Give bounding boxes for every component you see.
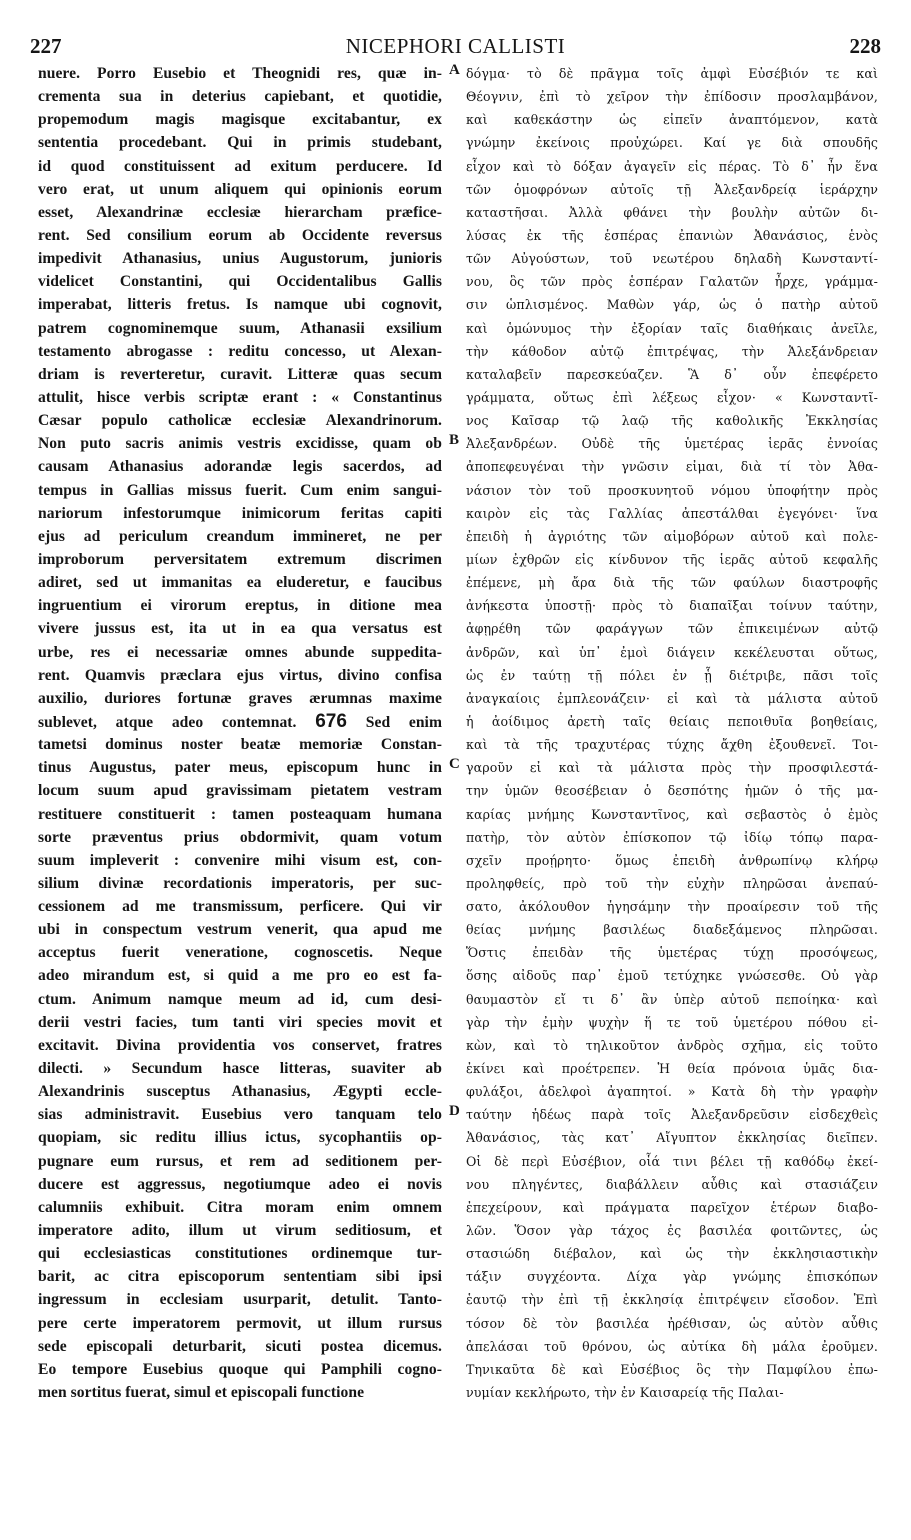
- latin-line: sorte præventus prius obdormivit, quam votum: [38, 828, 442, 846]
- latin-line: tametsi dominus noster beatæ memoriæ Constan-: [38, 736, 442, 754]
- latin-line: tinus Augustus, pater meus, episcopum hunc in: [38, 759, 442, 777]
- latin-line: rent. Sed consilium eorum ab Occidente reversus: [38, 226, 442, 244]
- latin-line: propemodum magis magisque excitabantur, ex: [38, 111, 442, 129]
- latin-line: sede episcopali deturbarit, sicuti postea dicemus.: [38, 1337, 442, 1355]
- greek-line: κὼν, καὶ τὸ τηλικοῦτον ἀνδρὸς σχῆμα, εἰς τοῦτο: [466, 1037, 878, 1053]
- greek-line: εἶχον καὶ τὸ δόξαν ἀγαγεῖν εἰς πέρας. Τὸ δ᾽ ἦν ἕνα: [466, 158, 878, 174]
- greek-line: τάξιν συγχέοντα. Δίχα γὰρ γνώμης ἐπισκόπων: [466, 1269, 878, 1285]
- greek-line: την ὑμῶν θεοσέβειαν ὁ δεσπότης ἡμῶν ὁ τῆς μα-: [466, 783, 878, 799]
- latin-line: silium divinæ recordationis imperatoris, per suc-: [38, 874, 442, 892]
- latin-line: impedivit Athanasius, unius Augustorum, junioris: [38, 250, 442, 268]
- greek-line: ἀπελάσαι τοῦ θρόνου, ὡς αὐτίκα δὴ μάλα ἐροῦμεν.: [466, 1338, 878, 1354]
- greek-line: σατο, ἀκόλουθον ἡγησάμην τὴν προαίρεσιν τοῦ τῆς: [466, 899, 878, 915]
- latin-line: nariorum infestorumque inimicorum feritas capiti: [38, 504, 442, 522]
- greek-line: ἐπειδὴ ἡ ἀγριότης τῶν αἱμοβόρων αὐτοῦ καὶ πολε-: [466, 528, 878, 544]
- latin-line: id quod constituissent ad exitum perducere. Id: [38, 157, 442, 175]
- latin-line: adeo mirandum est, si quid a me pro eo est fa-: [38, 967, 442, 985]
- latin-column: [38, 62, 442, 1404]
- latin-line: suum impleverit : convenire mihi visum est, con-: [38, 851, 442, 869]
- latin-line: videlicet Constantini, qui Occidentalibus Gallis: [38, 273, 442, 291]
- latin-line: ubi in conspectum vestrum venerit, qua apud me: [38, 921, 442, 939]
- original-page-number: 676: [315, 710, 348, 732]
- greek-line: Ὅστις ἐπειδὰν τῆς ὑμετέρας τύχῃ προσόψεως,: [466, 945, 878, 961]
- greek-line: καὶ τὰ τῆς τραχυτέρας τύχης ἄχθη ἐξουθενεῖ. Τοι-: [466, 737, 878, 753]
- latin-line: Cæsar populo catholicæ ecclesiæ Alexandrinorum.: [38, 412, 442, 430]
- latin-line: restituere constituerit : tamen posteaquam humana: [38, 805, 442, 823]
- greek-line: λῶν. Ὅσον γὰρ τάχος ἐς βασιλέα φοιτῶντες, ὡς: [466, 1223, 878, 1239]
- greek-line: τὴν κάθοδον αὐτῷ ἐπιτρέψας, τὴν Ἀλεξάνδρειαν: [466, 343, 878, 359]
- latin-line: nuere. Porro Eusebio et Theognidi res, quæ in-: [38, 65, 442, 82]
- greek-line: καταστῆσαι. Ἀλλὰ φθάνει τὴν βουλὴν αὐτῶν δι-: [466, 204, 878, 220]
- greek-line: προληφθείς, πρὸ τοῦ τὴν εὐχὴν πληρῶσαι ἀνεπαύ-: [466, 875, 878, 891]
- latin-line: men sortitus fuerat, simul et episcopali functione: [38, 1384, 365, 1402]
- latin-line: crementa sua in deterius capiebant, et quotidie,: [38, 88, 442, 106]
- latin-line: tempus in Gallias missus fuerit. Cum enim sangui-: [38, 481, 442, 499]
- latin-line: quopiam, sic reditu illius ictus, sycophantiis op-: [38, 1129, 442, 1147]
- latin-line: calumniis exhibuit. Citra moram enim omnem: [38, 1198, 442, 1216]
- latin-line: ingressum in ecclesiam usurparit, detulit. Tanto-: [38, 1291, 442, 1309]
- page-number-left: 227: [30, 34, 62, 58]
- latin-line: rent. Quamvis præclara ejus virtus, divino confisa: [38, 666, 442, 684]
- greek-line: νου πληγέντες, διαβάλλειν αὖθις καὶ στασιάζειν: [466, 1176, 878, 1192]
- greek-line: ἐκίνει καὶ προέτρεπεν. Ἡ θεία πρόνοια ὑμᾶς δια-: [466, 1061, 878, 1077]
- latin-line: pugnare eum rursus, et rem ad seditionem per-: [38, 1152, 442, 1170]
- latin-line: sententia procedebant. Qui in primis studebant,: [38, 134, 442, 152]
- greek-line: ἀναγκαίοις ἐμπλεονάζειν· εἰ καὶ τὰ μάλιστα αὐτοῦ: [466, 690, 878, 706]
- greek-line: θείας μνήμης βασιλέως διαδεξάμενος πληρῶσαι.: [466, 922, 878, 938]
- latin-line: Eo tempore Eusebius quoque qui Pamphili cogno-: [38, 1360, 442, 1378]
- greek-line: ὡς ἐν ταύτῃ τῇ πόλει ἐν ᾗ διέτριβε, πᾶσι τοῖς: [466, 667, 878, 683]
- latin-line: patrem cognominemque suum, Athanasii exsilium: [38, 319, 442, 337]
- greek-line: καταλαβεῖν παρεσκεύαζεν. Ἃ δ᾽ οὖν ἐπεφέρετο: [466, 366, 878, 382]
- latin-line: attulit, hisce verbis scriptæ erant : « Constantinus: [38, 388, 442, 406]
- greek-line: γράμματα, οὕτως ἐπὶ λέξεως εἶχον· « Κωνσταντῖ-: [466, 389, 878, 405]
- greek-line: Θέογνιν, ἐπὶ τὸ χεῖρον τὴν ἐπίδοσιν προσλαμβάνον,: [466, 89, 878, 105]
- greek-line: πατὴρ, τὸν αὐτὸν ἐπίσκοπον τῷ ἰδίῳ τόπῳ παρα-: [466, 829, 878, 845]
- greek-line: Οἱ δὲ περὶ Εὐσέβιον, οἷά τινι βέλει τῇ καθόδῳ ἐκεί-: [466, 1153, 878, 1169]
- latin-line: auxilio, duriores fortunæ graves ærumnas maxime: [38, 689, 442, 707]
- latin-line: testamento abrogasse : reditu concesso, ut Alexan-: [38, 342, 442, 360]
- greek-line: λύσας ἐκ τῆς ἑσπέρας ἐπανιὼν Ἀθανάσιος, ἑνὸς: [466, 227, 878, 243]
- greek-column: [466, 62, 878, 1404]
- greek-line: νου, ὃς τῶν πρὸς ἑσπέραν Γαλατῶν ἦρχε, γράμμα-: [466, 274, 878, 290]
- greek-line: γαροῦν εἰ καὶ τὰ μάλιστα πρὸς τὴν προσφιλεστά-: [466, 760, 878, 776]
- page-number-right: 228: [849, 34, 881, 58]
- latin-line: sias administravit. Eusebius vero tanquam telo: [38, 1106, 442, 1124]
- latin-line: acceptus fuerit veneratione, cognoscetis. Neque: [38, 944, 442, 962]
- greek-line: μίων ἐχθρῶν εἰς κίνδυνον τῆς ἱερᾶς αὐτοῦ κεφαλῆς: [466, 551, 878, 567]
- latin-line: qui ecclesiasticas constitutiones ordinemque tur-: [38, 1245, 442, 1263]
- greek-line: ἑαυτῷ τὴν ἐπὶ τῇ ἐκκλησίᾳ ἐπιτρέψειν εἴσοδον. Ἐπὶ: [466, 1292, 878, 1308]
- latin-line: locum suum apud gravissimam pietatem vestram: [38, 782, 442, 800]
- latin-line: barit, ac citra episcoporum sententiam sibi ipsi: [38, 1268, 442, 1286]
- margin-letter-a: A: [449, 62, 460, 78]
- greek-line: ἀνδρῶν, καὶ ὑπ᾽ ἐμοὶ διάγειν κεκέλευσται οὕτως,: [466, 644, 878, 660]
- greek-line: γνώμην ἐκείνοις προὐχώρει. Καί γε διὰ σπουδῆς: [466, 135, 878, 151]
- margin-letter-b: B: [449, 432, 460, 448]
- greek-line: δόγμα· τὸ δὲ πρᾶγμα τοῖς ἀμφὶ Εὐσέβιόν τε καὶ: [466, 66, 878, 81]
- latin-line: ctum. Animum namque meum ad id, cum desi-: [38, 990, 442, 1008]
- greek-line: Ἀλεξανδρέων. Οὐδὲ τῆς ὑμετέρας ἱερᾶς ἐννοίας: [466, 436, 878, 452]
- greek-line: Τηνικαῦτα δὲ καὶ Εὐσέβιος ὃς τὴν Παμφίλου ἐπω-: [466, 1361, 878, 1377]
- greek-line: σχεῖν προῄρητο· ὅμως ἐπειδὴ ἀνθρωπίνῳ κλήρῳ: [466, 852, 878, 868]
- greek-line: ὅσης αἰδοῦς παρ᾽ ἐμοῦ τετύχηκε γνώσεσθε. Οὐ γὰρ: [466, 968, 878, 984]
- greek-line: ἀποπεφευγέναι τὴν γνῶσιν εἰμαι, διὰ τί τὸν Ἀθα-: [466, 459, 878, 475]
- latin-line: improborum perversitatem extremum discrimen: [38, 550, 442, 568]
- greek-line: νος Καῖσαρ τῷ λαῷ τῆς καθολικῆς Ἐκκλησίας: [466, 413, 878, 429]
- greek-line: Ἀθανάσιος, τὰς κατ᾽ Αἴγυπτον ἐκκλησίας διεῖπεν.: [466, 1130, 878, 1146]
- latin-line: dilecti. » Secundum hasce litteras, suaviter ab: [38, 1060, 442, 1078]
- latin-line: ingruentium ei virorum ereptus, in ditione mea: [38, 597, 442, 615]
- latin-line: vero erat, ut unum aliquem qui opinionis eorum: [38, 180, 442, 198]
- greek-line: νάσιον τὸν τοῦ προσκυνητοῦ νόμου ὑποφήτην πρὸς: [466, 482, 878, 498]
- latin-line: causam Athanasius adorandæ legis sacerdos, ad: [38, 458, 442, 476]
- latin-line: excitavit. Divina providentia vos conservet, fratres: [38, 1036, 442, 1054]
- greek-line: θαυμαστὸν εἴ τι δ᾽ ἂν ὑπὲρ αὐτοῦ πεποίηκα· καὶ: [466, 991, 878, 1007]
- greek-line: ἡ ἀοίδιμος ἀρετὴ ταῖς θείαις πεποιθυῖα βοηθείαις,: [466, 713, 878, 729]
- latin-line: derii vestri facies, tum tanti viri species movit et: [38, 1013, 442, 1031]
- latin-line: urbe, res ei necessariæ omnes abunde suppedita-: [38, 643, 442, 661]
- latin-line: adiret, sed ut immanitas ea eluderetur, e faucibus: [38, 574, 442, 592]
- latin-line: esset, Alexandrinæ ecclesiæ hierarcham præfice-: [38, 203, 442, 221]
- margin-letter-d: D: [449, 1103, 460, 1119]
- latin-line: pere certe imperatorem permovit, ut illum rursus: [38, 1314, 442, 1332]
- greek-line: ταύτην ἡδέως παρὰ τοῖς Ἀλεξανδρεῦσιν εἰσδεχθεὶς: [466, 1107, 878, 1123]
- greek-line: καρίας μνήμης Κωνσταντῖνος, καὶ σεβαστὸς ὁ ἐμὸς: [466, 806, 878, 822]
- greek-line: καὶ καθεκάστην ὡς εἰπεῖν ἀναπτόμενον, κατὰ: [466, 112, 878, 128]
- greek-line: ἐπεχείρουν, καὶ πράγματα παρεῖχον ἑτέρων διαβο-: [466, 1199, 878, 1215]
- latin-line: ducere est aggressus, negotiumque adeo ei novis: [38, 1175, 442, 1193]
- running-header: [30, 34, 881, 60]
- latin-line: cessionem ad me transmissum, perficere. Qui vir: [38, 898, 442, 916]
- greek-line: ἀνήκεστα ὑποστῇ· πρὸς τὸ διαπαῖξαι τοίνυν ταύτην,: [466, 598, 878, 614]
- latin-line: driam is reverteretur, curavit. Litteræ quas secum: [38, 365, 442, 383]
- greek-line: σιν ὡπλισμένος. Μαθὼν γάρ, ὡς ὁ πατὴρ αὐτοῦ: [466, 297, 878, 313]
- latin-line: Alexandrinis susceptus Athanasius, Ægypti eccle-: [38, 1083, 442, 1101]
- latin-line: imperatore adito, illum ut virum seditiosum, et: [38, 1222, 442, 1240]
- latin-line: [38, 710, 442, 733]
- greek-line: ἐπέμενε, μὴ ἄρα διὰ τῆς τῶν φαύλων διαστροφῆς: [466, 575, 878, 591]
- greek-line: καιρὸν εἰς τὰς Γαλλίας ἀπεστάλθαι ἐγεγόνει· ἵνα: [466, 505, 878, 521]
- latin-line: imperabat, litteris fretus. Is namque ubi cognovit,: [38, 296, 442, 314]
- greek-line: φυλάξοι, ἀδελφοὶ ἀγαπητοί. » Κατὰ δὴ τὴν γραφὴν: [466, 1084, 878, 1100]
- greek-line: τῶν Αὐγούστων, τοῦ νεωτέρου δηλαδὴ Κωνσταντί-: [466, 251, 878, 267]
- latin-line: ejus ad periculum creandum immineret, ne per: [38, 527, 442, 545]
- greek-line: νυμίαν κεκλήρωτο, τὴν ἐν Καισαρείᾳ τῆς Παλαι-: [466, 1385, 784, 1401]
- greek-line: τόσον δὲ τὸν βασιλέα ἠρέθισαν, ὡς αὐτὸν αὖθις: [466, 1315, 878, 1331]
- greek-line: στασιώδη διέβαλον, καὶ ὡς τὴν ἐκκλησιαστικὴν: [466, 1246, 878, 1262]
- running-title: NICEPHORI CALLISTI: [345, 34, 566, 58]
- greek-line: ἀφῃρέθη τῶν φαράγγων τῶν ἐπικειμένων αὐτῷ: [466, 621, 878, 637]
- latin-line-text: Sed enim: [365, 713, 442, 731]
- greek-line: καὶ ὁμώνυμος τὴν ἐξορίαν ταῖς διαθήκαις ἀνεῖλε,: [466, 320, 878, 336]
- latin-line: Non puto sacris animis vestris excidisse, quam ob: [38, 435, 442, 453]
- latin-line: vivere jussus est, ita ut in ea qua versatus est: [38, 620, 442, 638]
- margin-letter-c: C: [449, 756, 460, 772]
- latin-line-text: sublevet, atque adeo contemnat.: [38, 713, 297, 731]
- greek-line: γὰρ τὴν ἐμὴν ψυχὴν ἥ τε τοῦ ὑμετέρου πόθου εἰ-: [466, 1014, 878, 1030]
- greek-line: τῶν ὁμοφρόνων αὐτοῖς τῇ Ἀλεξανδρείᾳ ἱεράρχην: [466, 181, 878, 197]
